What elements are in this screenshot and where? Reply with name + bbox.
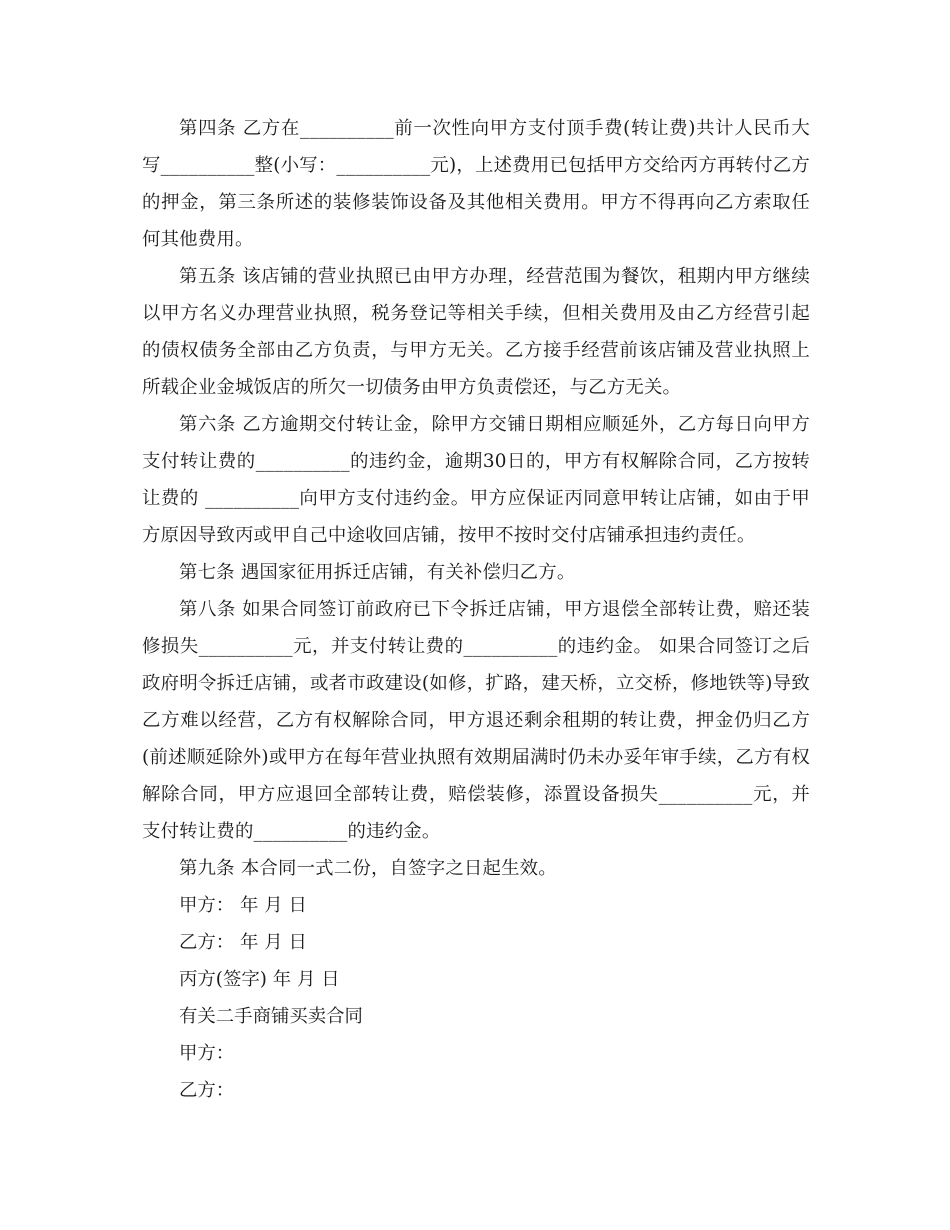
- clause-6: 第六条 乙方逾期交付转让金，除甲方交铺日期相应顺延外，乙方每日向甲方支付转让费的__________的违约金，逾期30日的，甲方有权解除合同，乙方按转让费的 __________向甲方支付违约金。甲方应保证丙同意甲转让店铺，如由于甲方原因导致丙或甲自己中途收回店铺，按甲不按时交付店铺承担违约责任。: [142, 414, 810, 546]
- signature-party-b: 乙方： 年 月 日: [179, 932, 307, 953]
- signature-party-a: 甲方： 年 月 日: [179, 895, 307, 916]
- clause-8: 第八条 如果合同签订前政府已下令拆迁店铺，甲方退偿全部转让费，赔还装修损失__________元，并支付转让费的__________的违约金。 如果合同签订之后政府明令拆迁店铺，或者市政建设(如修，扩路，建天桥，立交桥，修地铁等)导致乙方难以经营，乙方有权解除合同，甲方退还剩余租期的转让费，押金仍归乙方(前述顺延除外)或甲方在每年营业执照有效期届满时仍未办妥年审手续，乙方有权解除合同，甲方应退回全部转让费，赔偿装修，添置设备损失__________元，并支付转让费的__________的违约金。: [142, 599, 810, 842]
- document-page: [142, 110, 810, 1109]
- next-party-a: 甲方：: [179, 1043, 235, 1064]
- next-contract-title: 有关二手商铺买卖合同: [179, 1006, 363, 1027]
- clause-7: 第七条 遇国家征用拆迁店铺，有关补偿归乙方。: [179, 562, 576, 583]
- signature-party-c: 丙方(签字) 年 月 日: [179, 969, 340, 990]
- clause-9: 第九条 本合同一式二份，自签字之日起生效。: [179, 858, 557, 879]
- next-party-b: 乙方：: [179, 1080, 235, 1101]
- clause-5: 第五条 该店铺的营业执照已由甲方办理，经营范围为餐饮，租期内甲方继续以甲方名义办理营业执照，税务登记等相关手续，但相关费用及由乙方经营引起的债权债务全部由乙方负责，与甲方无关。乙方接手经营前该店铺及营业执照上所载企业金城饭店的所欠一切债务由甲方负责偿还，与乙方无关。: [142, 266, 810, 398]
- clause-4: 第四条 乙方在__________前一次性向甲方支付顶手费(转让费)共计人民币大写__________整(小写：__________元)，上述费用已包括甲方交给丙方再转付乙方的押金，第三条所述的装修装饰设备及其他相关费用。甲方不得再向乙方索取任何其他费用。: [142, 118, 810, 250]
